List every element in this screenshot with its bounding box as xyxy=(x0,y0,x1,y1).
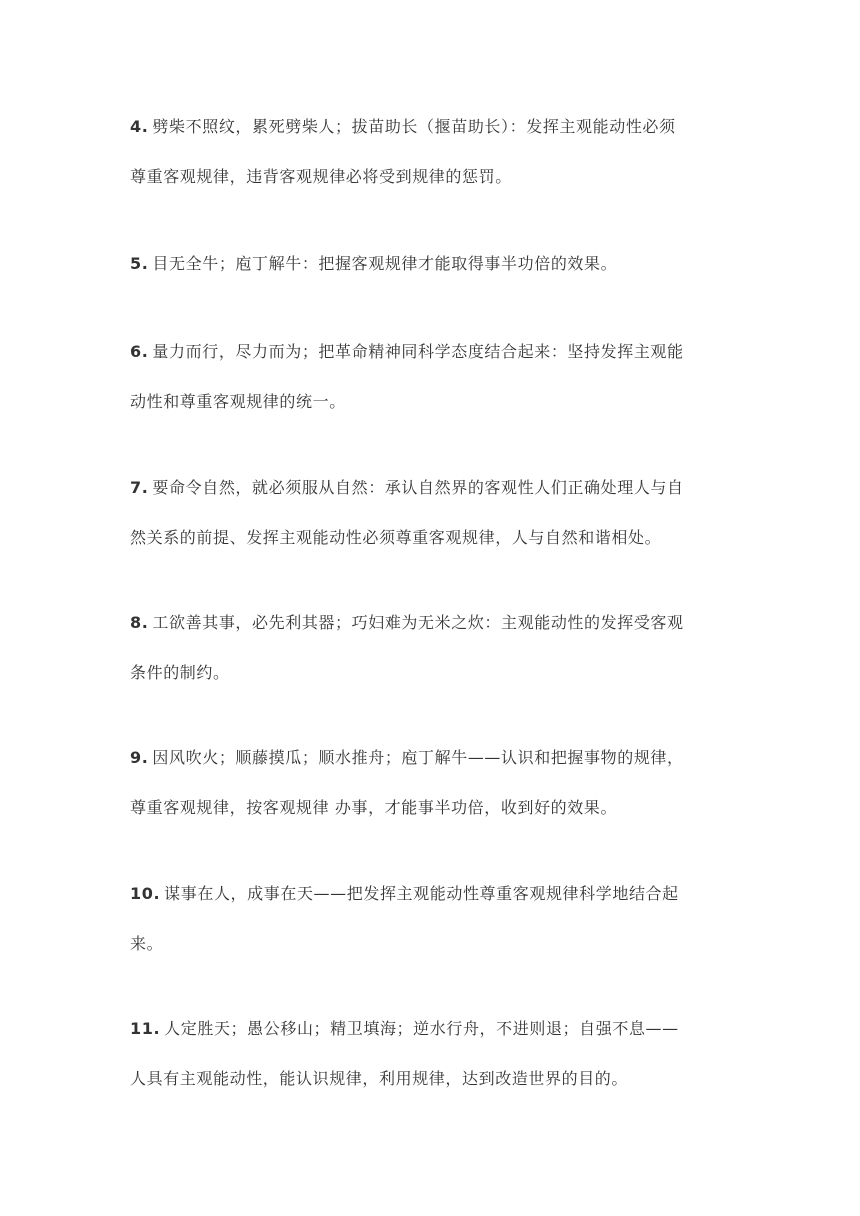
item-text: 工欲善其事，必先利其器；巧妇难为无米之炊：主观能动性的发挥受客观 xyxy=(152,613,684,632)
item-number: 10. xyxy=(130,884,161,903)
item-line xyxy=(130,733,730,783)
proverb-item-6 xyxy=(130,327,730,427)
proverb-item-10 xyxy=(130,869,730,969)
item-number: 4. xyxy=(130,117,149,136)
item-line xyxy=(130,869,730,919)
item-text: 劈柴不照纹，累死劈柴人；拔苗助长（揠苗助长）：发挥主观能动性必须 xyxy=(152,117,676,136)
item-text: 人具有主观能动性，能认识规律，利用规律，达到改造世界的目的。 xyxy=(130,1069,629,1088)
item-text: 量力而行，尽力而为；把革命精神同科学态度结合起来：坚持发挥主观能 xyxy=(152,342,684,361)
item-number: 8. xyxy=(130,613,149,632)
item-text: 尊重客观规律，按客观规律 办事，才能事半功倍，收到好的效果。 xyxy=(130,798,618,817)
item-text: 然关系的前提、发挥主观能动性必须尊重客观规律，人与自然和谐相处。 xyxy=(130,528,662,547)
proverb-item-11 xyxy=(130,1004,730,1104)
item-text: 来。 xyxy=(130,934,164,953)
item-line xyxy=(130,239,730,289)
item-line xyxy=(130,327,730,377)
item-text: 因风吹火；顺藤摸瓜；顺水推舟；庖丁解牛——认识和把握事物的规律， xyxy=(152,748,684,767)
proverb-item-9 xyxy=(130,733,730,833)
proverb-item-8 xyxy=(130,598,730,698)
item-number: 6. xyxy=(130,342,149,361)
item-text: 目无全牛；庖丁解牛：把握客观规律才能取得事半功倍的效果。 xyxy=(152,254,618,273)
item-line xyxy=(130,1004,730,1054)
proverb-item-7 xyxy=(130,463,730,563)
item-line xyxy=(130,598,730,648)
item-number: 11. xyxy=(130,1019,161,1038)
item-number: 5. xyxy=(130,254,149,273)
item-text: 动性和尊重客观规律的统一。 xyxy=(130,392,346,411)
item-text: 人定胜天；愚公移山；精卫填海；逆水行舟，不进则退；自强不息—— xyxy=(164,1019,679,1038)
item-text: 条件的制约。 xyxy=(130,663,230,682)
item-text: 谋事在人，成事在天——把发挥主观能动性尊重客观规律科学地结合起 xyxy=(164,884,679,903)
item-line xyxy=(130,463,730,513)
item-number: 9. xyxy=(130,748,149,767)
proverb-item-5 xyxy=(130,239,730,289)
item-number: 7. xyxy=(130,478,149,497)
item-text: 要命令自然，就必须服从自然：承认自然界的客观性人们正确处理人与自 xyxy=(152,478,684,497)
proverb-item-4 xyxy=(130,102,730,202)
item-line xyxy=(130,102,730,152)
item-text: 尊重客观规律，违背客观规律必将受到规律的惩罚。 xyxy=(130,167,512,186)
